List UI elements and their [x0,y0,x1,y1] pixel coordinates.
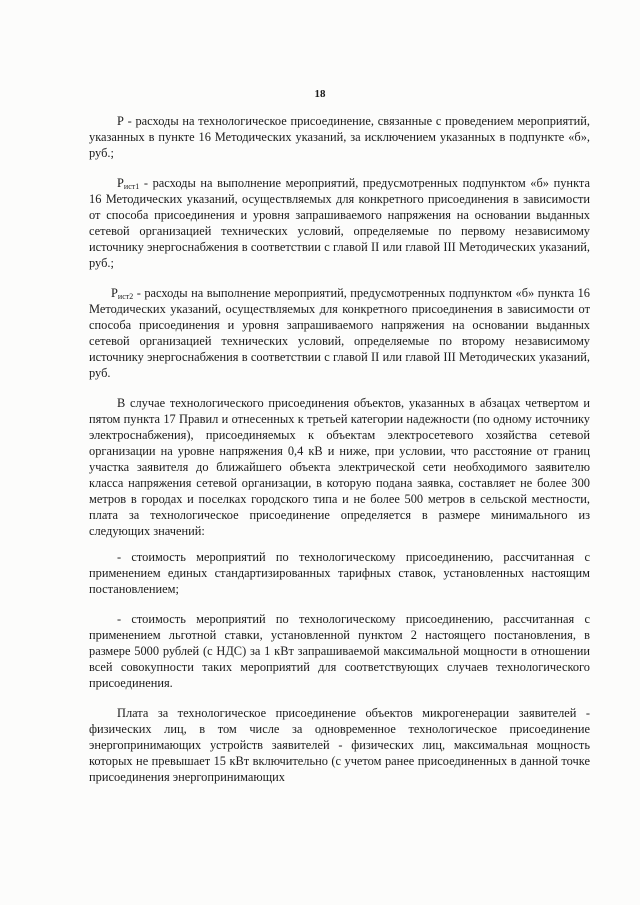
list-item-standard-rates: - стоимость мероприятий по технологическому присоединению, рассчитанная с применением единых стандартизированных тарифных ставок, установленных настоящим постановлением; [89,550,590,596]
document-body [89,113,590,799]
paragraph-p-definition: Р - расходы на технологическое присоединение, связанные с проведением мероприятий, указанных в пункте 16 Методических указаний, за исключением указанных в подпункте «б», руб.; [89,114,590,160]
list-item-preferential-rate: - стоимость мероприятий по технологическому присоединению, рассчитанная с применением льготной ставки, установленной пунктом 2 настоящего постановления, в размере 5000 рублей (с НДС) за 1 кВт запрашиваемой максимальной мощности в отношении всей совокупности таких мероприятий для соответствующих случаев технологического присоединения. [89,612,590,690]
page-number: 18 [314,88,326,100]
paragraph-text: - расходы на выполнение мероприятий, предусмотренных подпунктом «б» пункта 16 Методических указаний, осуществляемых для конкретного присоединения в зависимости от способа присоединения и уровня запрашиваемого напряжения на основании выданных сетевой организацией технических условий, определяемые по первому независимому источнику энергоснабжения в соответствии с главой II или главой III Методических указаний, руб.; [89,176,590,270]
symbol-p: Р [117,176,124,190]
symbol-subscript: ист2 [117,292,134,301]
paragraph-p-ist2-definition [89,285,590,381]
paragraph-p-ist1-definition [89,175,590,271]
paragraph-microgeneration: Плата за технологическое присоединение объектов микрогенерации заявителей - физических лиц, в том числе за одновременное технологическое присоединение энергопринимающих устройств заявителей - физических лиц, максимальная мощность которых не превышает 15 кВт включительно (с учетом ранее присоединенных в данной точке присоединения энергопринимающих [89,706,590,784]
paragraph-text: - расходы на выполнение мероприятий, предусмотренных подпунктом «б» пункта 16 Методических указаний, осуществляемых для конкретного присоединения в зависимости от способа присоединения и уровня запрашиваемого напряжения на основании выданных сетевой организацией технических условий, определяемые по второму независимому источнику энергоснабжения в соответствии с главой II или главой III Методических указаний, руб. [89,286,590,380]
symbol-subscript: ист1 [123,182,140,191]
symbol-p: Р [111,286,118,300]
paragraph-special-case: В случае технологического присоединения объектов, указанных в абзацах четвертом и пятом пункта 17 Правил и отнесенных к третьей категории надежности (по одному источнику электроснабжения), присоединяемых к объектам электросетевого хозяйства сетевой организации на уровне напряжения 0,4 кВ и ниже, при условии, что расстояние от границ участка заявителя до ближайшего объекта электрической сети необходимого заявителю класса напряжения сетевой организации, в которую подана заявка, составляет не более 300 метров в городах и поселках городского типа и не более 500 метров в сельской местности, плата за технологическое присоединение определяется в размере минимального из следующих значений: [89,396,590,538]
